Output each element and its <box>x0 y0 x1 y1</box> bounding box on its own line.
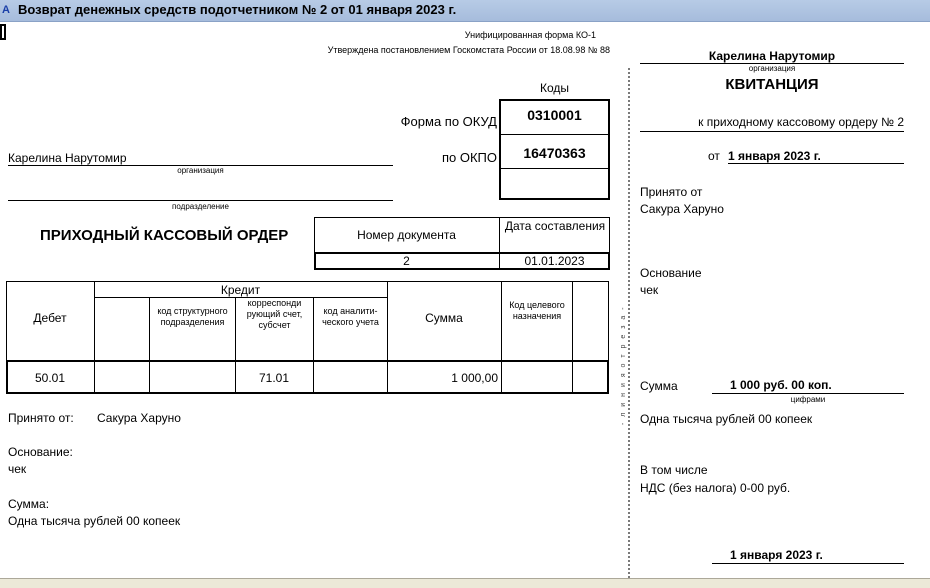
subdivision-caption: подразделение <box>172 202 229 211</box>
cell-cursor[interactable] <box>0 24 6 40</box>
receipt-basis-value: чек <box>640 283 659 297</box>
row-sum: 1 000,00 <box>451 371 498 385</box>
okud-label: Форма по ОКУД <box>400 114 497 129</box>
col-debit: Дебет <box>33 311 67 325</box>
doc-date-label: Дата составления <box>504 219 606 233</box>
unified-form-label: Унифицированная форма КО-1 <box>464 30 596 40</box>
doc-number-label: Номер документа <box>357 228 456 242</box>
receipt-received-label: Принято от <box>640 185 703 199</box>
receipt-sum-caption: цифрами <box>790 395 826 404</box>
document-icon: A <box>2 4 10 16</box>
doc-number-value: 2 <box>403 254 410 268</box>
received-from-value: Сакура Харуно <box>97 411 181 425</box>
receipt-organization: Карелина Нарутомир <box>708 49 836 63</box>
organization-name: Карелина Нарутомир <box>8 151 127 165</box>
okpo-value: 16470363 <box>523 145 586 161</box>
sum-label: Сумма: <box>8 497 50 511</box>
cut-line-label: - л и н и я о т р е з а - <box>620 305 627 425</box>
row-debit: 50.01 <box>34 371 66 385</box>
basis-label: Основание: <box>8 445 73 459</box>
receipt-including: В том числе <box>640 463 708 477</box>
received-from-label: Принято от: <box>8 411 74 425</box>
doc-title: ПРИХОДНЫЙ КАССОВЫЙ ОРДЕР <box>40 227 289 244</box>
receipt-bottom-date: 1 января 2023 г. <box>730 548 823 562</box>
approved-label: Утверждена постановлением Госкомстата России от 18.08.98 № 88 <box>327 45 610 55</box>
sum-words: Одна тысяча рублей 00 копеек <box>8 514 181 528</box>
receipt-sum-words: Одна тысяча рублей 00 копеек <box>640 412 813 426</box>
col-corr-account: корреспонди рующий счет, субсчет <box>246 298 303 330</box>
window-title-bar <box>0 0 930 22</box>
cut-line <box>628 68 630 578</box>
col-analytic-code: код аналити- ческого учета <box>322 306 379 327</box>
receipt-title: КВИТАНЦИЯ <box>725 76 819 93</box>
col-purpose-code: Код целевого назначения <box>509 300 565 321</box>
col-struct-code: код структурного подразделения <box>157 306 228 327</box>
receipt-vat: НДС (без налога) 0-00 руб. <box>640 481 791 495</box>
receipt-organization-caption: организация <box>748 64 796 73</box>
receipt-to-order: к приходному кассовому ордеру № 2 <box>698 115 904 129</box>
codes-header: Коды <box>539 81 570 95</box>
receipt-basis-label: Основание <box>640 266 702 280</box>
window-title: Возврат денежных средств подотчетником № 2 от 01 января 2023 г. <box>18 2 457 17</box>
doc-date-value: 01.01.2023 <box>524 254 585 268</box>
organization-caption: организация <box>177 166 224 175</box>
receipt-sum-label: Сумма <box>640 379 678 393</box>
receipt-from-label: от <box>708 149 720 163</box>
basis-value: чек <box>8 462 27 476</box>
okud-value: 0310001 <box>527 107 582 123</box>
row-corr-account: 71.01 <box>258 371 290 385</box>
col-sum: Сумма <box>425 311 463 325</box>
col-credit: Кредит <box>220 283 261 297</box>
receipt-from-date: 1 января 2023 г. <box>728 149 821 163</box>
okpo-label: по ОКПО <box>441 150 497 165</box>
receipt-sum-value: 1 000 руб. 00 коп. <box>730 378 832 392</box>
receipt-received-value: Сакура Харуно <box>640 202 724 216</box>
